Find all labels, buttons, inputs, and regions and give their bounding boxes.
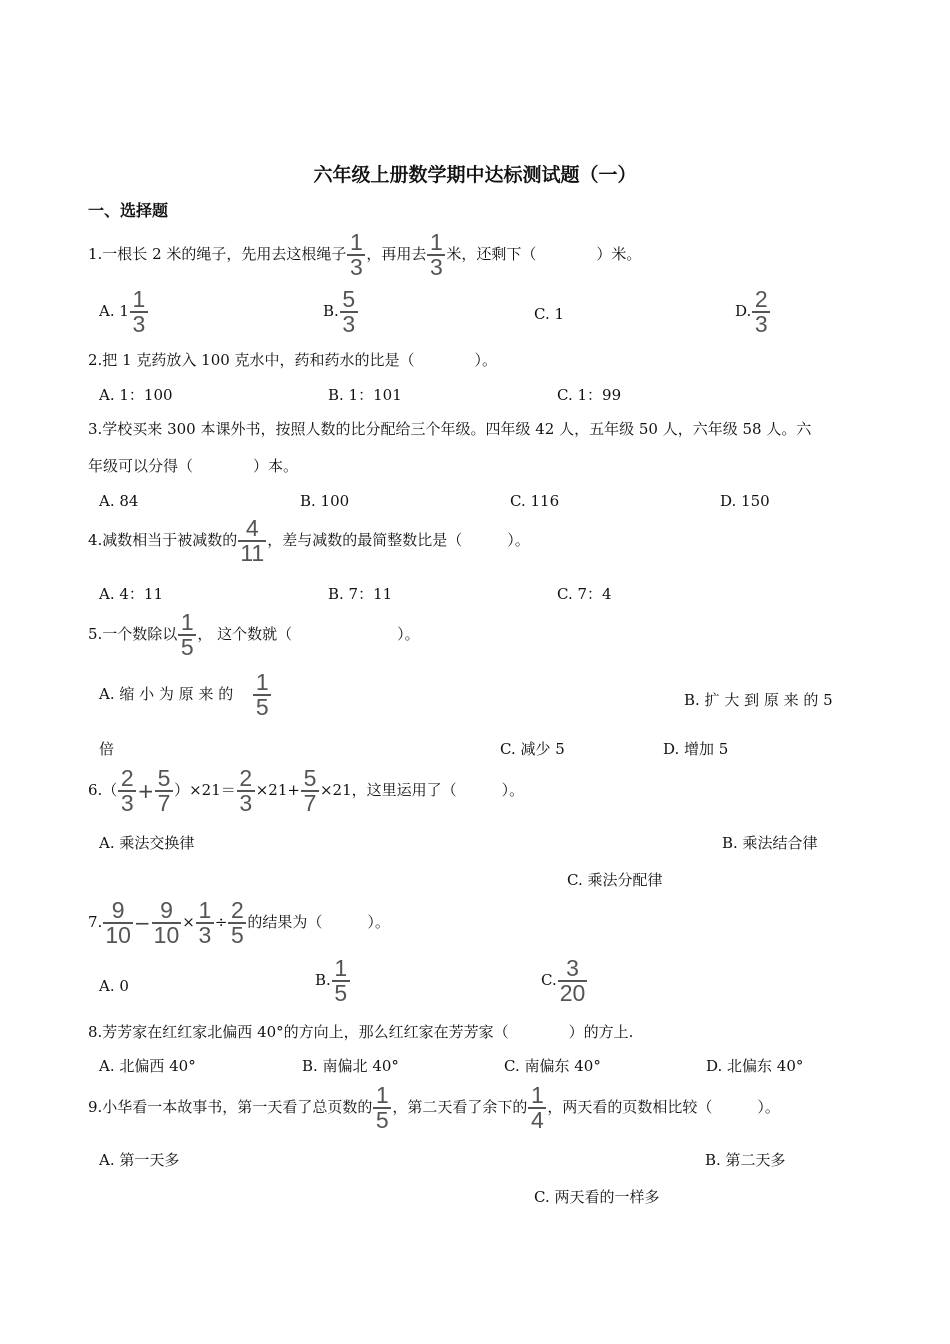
question-text: 1.一根长 2 米的绳子，先用去这根绳子 (88, 245, 347, 263)
fraction: $\frac{1}{4}$ (529, 1085, 545, 1131)
fraction: $\frac{5}{7}$ (156, 768, 172, 814)
option-b[interactable]: B. $\frac{5}{3}$ (323, 289, 359, 335)
option-b[interactable]: B. 1：101 (328, 386, 402, 404)
option-b[interactable]: B. 乘法结合律 (722, 834, 818, 852)
option-a[interactable]: A. 缩 小 为 原 来 的 $\frac{1}{5}$ (99, 672, 272, 718)
question-text: 米，还剩下（ ）米。 (446, 245, 642, 263)
fraction: $\frac{1}{5}$ (333, 958, 349, 1004)
option-a[interactable]: A. 4：11 (99, 585, 163, 603)
question-3: 3.学校买来 300 本课外书，按照人数的比分配给三个年级。四年级 42 人，五年级 50 人，六年级 58 人。六 (88, 420, 812, 438)
fraction: $\frac{2}{5}$ (229, 900, 245, 946)
fraction: $\frac{2}{3}$ (753, 289, 769, 335)
option-d[interactable]: D. $\frac{2}{3}$ (735, 289, 771, 335)
option-c[interactable]: C. 1 (534, 305, 565, 323)
fraction: $\frac{9}{10}$ (153, 897, 180, 948)
fraction: $\frac{2}{3}$ (238, 768, 254, 814)
option-b[interactable]: B. 扩 大 到 原 来 的 5 (684, 691, 833, 709)
option-d[interactable]: D. 北偏东 40° (706, 1057, 804, 1075)
question-7: 7. $\frac{9}{10}$ − $\frac{9}{10}$ × $\frac{1}{3}$ ÷ $\frac{2}{5}$ 的结果为（ ）。 (88, 897, 390, 948)
fraction: $\frac{1}{5}$ (179, 612, 195, 658)
option-d[interactable]: D. 150 (720, 492, 770, 510)
option-c[interactable]: C. 1：99 (557, 386, 622, 404)
fraction: $\frac{1}{5}$ (254, 672, 270, 718)
option-b[interactable]: B. 第二天多 (705, 1151, 786, 1169)
option-b-continued: 倍 (99, 740, 115, 758)
option-b[interactable]: B. 100 (300, 492, 350, 510)
question-8: 8.芳芳家在红红家北偏西 40°的方向上，那么红红家在芳芳家（ ）的方上. (88, 1023, 634, 1041)
option-c[interactable]: C. 南偏东 40° (504, 1057, 601, 1075)
question-2: 2.把 1 克药放入 100 克水中，药和药水的比是（ ）。 (88, 351, 498, 369)
fraction: $\frac{5}{7}$ (302, 768, 318, 814)
option-c[interactable]: C. 116 (510, 492, 560, 510)
plus-sign: + (137, 779, 155, 803)
option-c[interactable]: C. 乘法分配律 (567, 871, 663, 889)
question-9: 9.小华看一本故事书，第一天看了总页数的 $\frac{1}{5}$ ，第二天看了余下的 $\frac{1}{4}$ ，两天看的页数相比较（ ）。 (88, 1082, 780, 1133)
option-c[interactable]: C. 减少 5 (500, 740, 565, 758)
option-a[interactable]: A. 乘法交换律 (99, 834, 195, 852)
fraction: $\frac{1}{3}$ (428, 232, 444, 278)
option-b[interactable]: B. $\frac{1}{5}$ (315, 958, 351, 1004)
option-c[interactable]: C. 两天看的一样多 (534, 1188, 660, 1206)
question-6: 6.（ $\frac{2}{3}$ + $\frac{5}{7}$ ）×21＝ $\frac{2}{3}$ ×21+ $\frac{5}{7}$ ×21，这里运用了（ ）。 (88, 765, 525, 816)
option-d[interactable]: D. 增加 5 (663, 740, 729, 758)
page-title: 六年级上册数学期中达标测试题（一） (313, 164, 637, 186)
option-a[interactable]: A. 1 $\frac{1}{3}$ (99, 289, 149, 335)
section-heading: 一、选择题 (88, 201, 169, 220)
question-5: 5.一个数除以 $\frac{1}{5}$ ， 这个数就（ ）。 (88, 609, 420, 660)
question-4: 4.减数相当于被减数的 $\frac{4}{11}$ ，差与减数的最简整数比是（ ）。 (88, 515, 530, 566)
option-a[interactable]: A. 第一天多 (99, 1151, 180, 1169)
option-a[interactable]: A. 84 (99, 492, 139, 510)
option-c[interactable]: C. 7：4 (557, 585, 612, 603)
fraction: $\frac{4}{11}$ (240, 515, 265, 566)
option-c[interactable]: C. $\frac{3}{20}$ (541, 955, 586, 1006)
fraction: $\frac{9}{10}$ (105, 897, 131, 948)
minus-sign: − (133, 911, 151, 935)
fraction: $\frac{1}{5}$ (374, 1085, 390, 1131)
option-b[interactable]: B. 7：11 (328, 585, 393, 603)
question-text: ，再用去 (366, 245, 427, 263)
fraction: $\frac{2}{3}$ (119, 768, 135, 814)
option-a[interactable]: A. 1：100 (99, 386, 173, 404)
option-a[interactable]: A. 0 (99, 977, 129, 995)
fraction: $\frac{5}{3}$ (341, 289, 357, 335)
fraction: $\frac{3}{20}$ (559, 955, 586, 1006)
option-a[interactable]: A. 北偏西 40° (99, 1057, 196, 1075)
fraction: $\frac{1}{3}$ (348, 232, 364, 278)
fraction: $\frac{1}{3}$ (197, 900, 213, 946)
option-b[interactable]: B. 南偏北 40° (302, 1057, 399, 1075)
fraction: $\frac{1}{3}$ (131, 289, 147, 335)
question-3-cont: 年级可以分得（ ）本。 (88, 457, 299, 475)
question-1 (88, 229, 642, 280)
